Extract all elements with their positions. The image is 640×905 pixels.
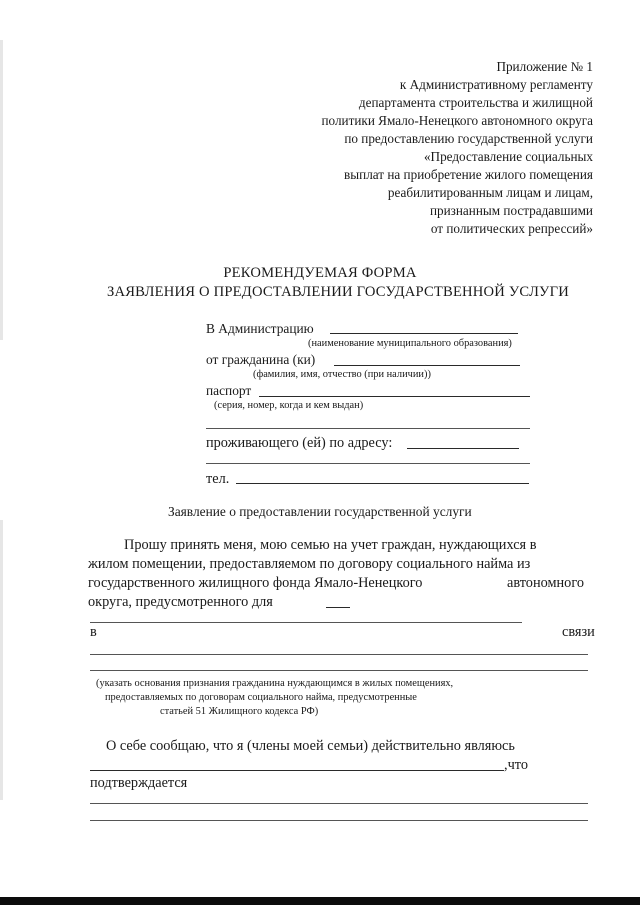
basis-field-line-1[interactable] [90, 654, 588, 655]
appendix-line-5: по предоставлению государственной услуги [344, 131, 593, 146]
basis-hint-1: (указать основания признания гражданина нуждающимся в жилых помещениях, [96, 678, 454, 689]
citizen-hint: (фамилия, имя, отчество (при наличии)) [253, 369, 431, 380]
phone-field[interactable] [236, 483, 529, 484]
purpose-field-line-2[interactable] [90, 622, 522, 623]
admin-label: В Администрацию [206, 321, 314, 336]
basis-hint-2: предоставляемых по договорам социального найма, предусмотренные [105, 692, 417, 703]
statement-para-line-1: Прошу принять меня, мою семью на учет граждан, нуждающихся в [124, 537, 537, 553]
admin-hint: (наименование муниципального образования) [308, 338, 512, 349]
statement-line-5-right: связи [562, 624, 595, 640]
appendix-line-9: признанным пострадавшими [429, 203, 593, 218]
scan-margin [0, 520, 3, 800]
phone-label: тел. [206, 471, 230, 487]
citizen-label: от гражданина (ки) [206, 352, 316, 367]
statement-para-line-2: жилом помещении, предоставляемом по договору социального найма из [88, 556, 531, 572]
passport-field-line-2[interactable] [206, 428, 530, 429]
scan-bottom-edge [0, 897, 640, 905]
passport-label: паспорт [206, 383, 252, 398]
address-label: проживающего (ей) по адресу: [206, 435, 393, 451]
passport-field[interactable] [259, 396, 530, 397]
confirmed-text: подтверждается [90, 775, 188, 791]
appendix-line-3: департамента строительства и жилищной [358, 95, 593, 110]
appendix-line-7: выплат на приобретение жилого помещения [344, 167, 593, 182]
self-info-field[interactable] [90, 770, 504, 771]
appendix-line-2: к Административному регламенту [399, 77, 593, 92]
statement-line-5-left: в [90, 624, 97, 640]
basis-field-line-2[interactable] [90, 670, 588, 671]
appendix-line-1: Приложение № 1 [496, 59, 593, 74]
basis-hint-3: статьей 51 Жилищного кодекса РФ) [160, 706, 319, 717]
admin-field[interactable] [330, 333, 518, 334]
appendix-line-8: реабилитированным лицам и лицам, [387, 185, 593, 200]
passport-hint: (серия, номер, когда и кем выдан) [214, 400, 364, 411]
statement-para-line-3: государственного жилищного фонда Ямало-Ненецкого [88, 575, 423, 591]
page-title-line-1: РЕКОМЕНДУЕМАЯ ФОРМА [223, 265, 417, 281]
self-info-end: ,что [504, 757, 528, 773]
purpose-field[interactable] [326, 607, 350, 608]
statement-para-line-3-end: автономного [507, 575, 584, 591]
citizen-field[interactable] [334, 365, 520, 366]
page-title-line-2: ЗАЯВЛЕНИЯ О ПРЕДОСТАВЛЕНИИ ГОСУДАРСТВЕННОЙ УСЛУГИ [107, 284, 569, 300]
statement-heading: Заявление о предоставлении государственной услуги [168, 504, 472, 519]
statement-para-line-4: округа, предусмотренного для [88, 594, 273, 610]
appendix-line-10: от политических репрессий» [430, 221, 593, 236]
address-field[interactable] [407, 448, 519, 449]
confirmed-field-line-2[interactable] [90, 820, 588, 821]
address-field-line-2[interactable] [206, 463, 530, 464]
appendix-line-6: «Предоставление социальных [423, 149, 593, 164]
appendix-line-4: политики Ямало-Ненецкого автономного округа [321, 113, 593, 128]
self-info-text: О себе сообщаю, что я (члены моей семьи) действительно являюсь [106, 738, 515, 754]
confirmed-field-line-1[interactable] [90, 803, 588, 804]
